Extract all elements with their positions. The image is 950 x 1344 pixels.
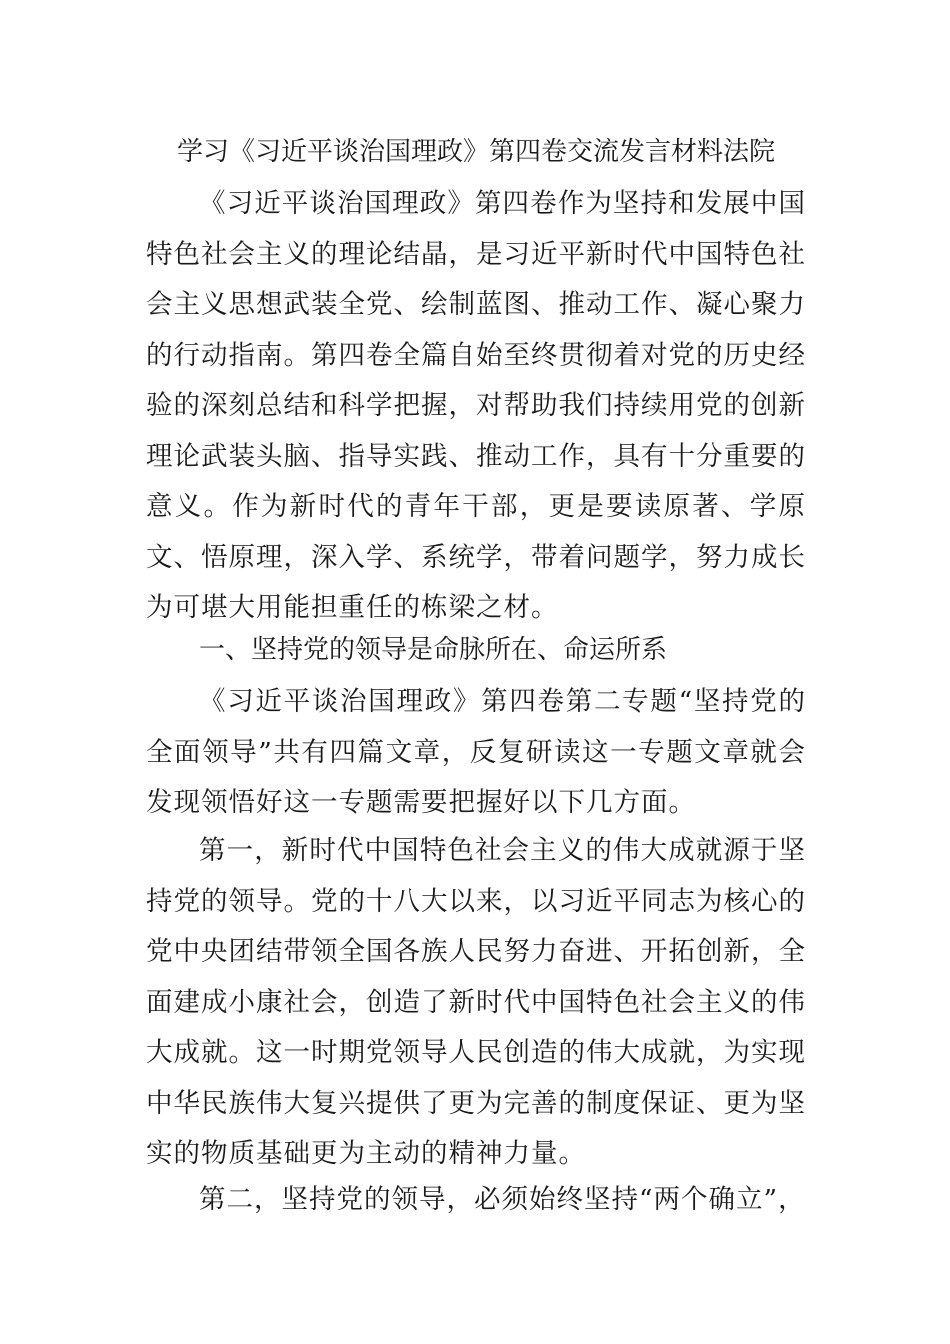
point-1-paragraph: 第一，新时代中国特色社会主义的伟大成就源于坚持党的领导。党的十八大以来，以习近平同志为核心的党中央团结带领全国各族人民努力奋进、开拓创新，全面建成小康社会，创造了新时代中国特色社会主义的伟大成就。这一时期党领导人民创造的伟大成就，为实现中华民族伟大复兴提供了更为完善的制度保证、更为坚实的物质基础更为主动的精神力量。 <box>146 835 806 1169</box>
section-1-paragraph: 《习近平谈治国理政》第四卷第二专题“坚持党的全面领导”共有四篇文章，反复研读这一专题文章就会发现领悟好这一专题需要把握好以下几方面。 <box>146 686 806 818</box>
intro-paragraph: 《习近平谈治国理政》第四卷作为坚持和发展中国特色社会主义的理论结晶，是习近平新时代中国特色社会主义思想武装全党、绘制蓝图、推动工作、凝心聚力的行动指南。第四卷全篇自始至终贯彻着对党的历史经验的深刻总结和科学把握，对帮助我们持续用党的创新理论武装头脑、指导实践、推动工作，具有十分重要的意义。作为新时代的青年干部，更是要读原著、学原文、悟原理，深入学、系统学，带着问题学，努力成长为可堪大用能担重任的栋梁之材。 <box>146 188 806 623</box>
point-2-paragraph: 第二，坚持党的领导，必须始终坚持“两个确立”， <box>199 1184 806 1215</box>
section-heading-1: 一、坚持党的领导是命脉所在、命运所系 <box>199 635 668 665</box>
document-title: 学习《习近平谈治国理政》第四卷交流发言材料法院 <box>176 137 775 167</box>
